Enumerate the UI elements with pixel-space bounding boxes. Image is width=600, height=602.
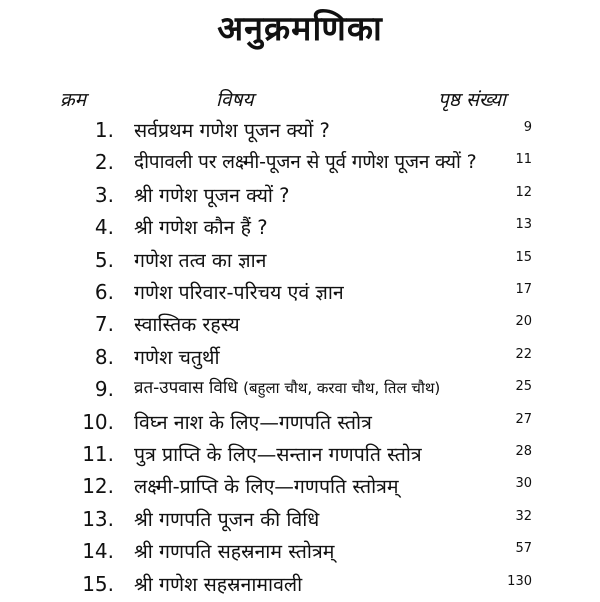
toc-entry-title-text: श्री गणेश पूजन क्यों ?: [134, 183, 290, 207]
toc-entry-number: 7.: [94, 312, 114, 337]
toc-entry: [0, 505, 600, 537]
toc-entry-title-text: श्री गणेश सहस्रनामावली: [134, 572, 303, 596]
toc-entry: [0, 246, 600, 278]
toc-entry: [0, 440, 600, 472]
toc-entry-number: 12.: [82, 474, 114, 499]
toc-entry-number: 8.: [94, 344, 114, 369]
toc-entry-page-number: 27: [515, 411, 532, 427]
toc-entry-number: 9.: [94, 377, 114, 402]
toc-entry-page-number: 130: [507, 573, 532, 589]
column-header-subject: विषय: [216, 89, 254, 111]
toc-entry-title: [134, 440, 422, 467]
toc-entry-number: 15.: [82, 571, 114, 596]
toc-entry-number: 5.: [94, 247, 114, 272]
toc-entry-title-text: व्रत-उपवास विधि: [134, 378, 238, 399]
toc-entry-title: [134, 505, 319, 532]
toc-entry: [0, 408, 600, 440]
toc-entry-title-text: गणेश तत्व का ज्ञान: [134, 248, 267, 272]
toc-entry-title: [134, 408, 372, 435]
toc-entry-title: [134, 375, 440, 398]
toc-entry-page-number: 28: [515, 444, 532, 459]
toc-entry-page-number: 13: [515, 217, 532, 233]
toc-entry: [0, 148, 600, 180]
toc-entry-number: 6.: [94, 280, 114, 304]
toc-entry-title: [134, 116, 330, 143]
toc-entry-page-number: 20: [515, 314, 532, 330]
toc-entry-page-number: 30: [515, 476, 532, 492]
toc-entry-title: [134, 278, 344, 305]
toc-entry: [0, 278, 600, 310]
toc-entry-title-text: लक्ष्मी-प्राप्ति के लिए—गणपति स्तोत्रम्: [134, 475, 399, 499]
toc-entry-page-number: 15: [515, 249, 532, 265]
toc-entry: [0, 472, 600, 504]
toc-entry-number: 3.: [94, 182, 114, 207]
toc-entry-number: 13.: [82, 506, 114, 531]
toc-entry-title-text: गणेश चतुर्थी: [134, 345, 220, 369]
toc-entry-title: [134, 148, 476, 174]
toc-entry: [0, 181, 600, 213]
toc-entry-title: [134, 246, 266, 273]
toc-entry-title-text: स्वास्तिक रहस्य: [134, 313, 240, 337]
toc-entry-page-number: 25: [515, 379, 532, 395]
toc-entry-page-number: 17: [515, 282, 532, 297]
toc-entry: [0, 213, 600, 245]
toc-entry-title-text: विघ्न नाश के लिए—गणपति स्तोत्र: [134, 410, 372, 434]
toc-entry-number: 10.: [82, 409, 114, 434]
toc-entry-page-number: 9: [523, 120, 532, 135]
toc-entry: [0, 116, 600, 148]
toc-entry-title-text: श्री गणपति पूजन की विधि: [134, 507, 320, 531]
toc-entry-page-number: 32: [515, 508, 532, 524]
toc-entry-title: [134, 310, 240, 337]
toc-entry: [0, 375, 600, 407]
toc-entry-title: [134, 537, 334, 564]
toc-entry: [0, 570, 600, 602]
page-title: अनुक्रमणिका: [217, 9, 383, 49]
toc-entry-title: [134, 343, 220, 370]
toc-entry-title: [134, 570, 302, 597]
toc-entry-page-number: 57: [515, 541, 532, 557]
toc-entry-title-text: सर्वप्रथम गणेश पूजन क्यों ?: [134, 119, 330, 142]
toc-entry-title: [134, 472, 399, 499]
toc-entry-number: 2.: [94, 150, 114, 175]
toc-entry-title: [134, 181, 290, 208]
column-header-serial: क्रम: [60, 89, 86, 111]
toc-entry-title-text: दीपावली पर लक्ष्मी-पूजन से पूर्व गणेश पूजन क्यों ?: [134, 151, 477, 174]
toc-entry: [0, 310, 600, 342]
toc-entry-number: 1.: [94, 118, 114, 142]
toc-entry-subtitle: (बहुला चौथ, करवा चौथ, तिल चौथ): [243, 379, 441, 398]
toc-entry-page-number: 12: [515, 184, 532, 200]
toc-entry-title-text: श्री गणेश कौन हैं ?: [134, 216, 268, 240]
toc-entry: [0, 343, 600, 375]
toc-entry-title-text: श्री गणपति सहस्रनाम स्तोत्रम्: [134, 540, 335, 564]
toc-entry-title-text: गणेश परिवार-परिचय एवं ज्ञान: [134, 281, 344, 304]
toc-entry-title: [134, 213, 268, 240]
toc-entry-title-text: पुत्र प्राप्ति के लिए—सन्तान गणपति स्तोत्र: [134, 443, 422, 466]
toc-entry-number: 11.: [82, 442, 114, 466]
toc-entry-number: 4.: [94, 215, 114, 240]
toc-entry-page-number: 22: [515, 346, 532, 362]
toc-entry-page-number: 11: [515, 152, 532, 168]
toc-entry-number: 14.: [82, 539, 114, 564]
toc-entry: [0, 537, 600, 569]
column-header-page-number: पृष्ठ संख्या: [438, 89, 506, 111]
